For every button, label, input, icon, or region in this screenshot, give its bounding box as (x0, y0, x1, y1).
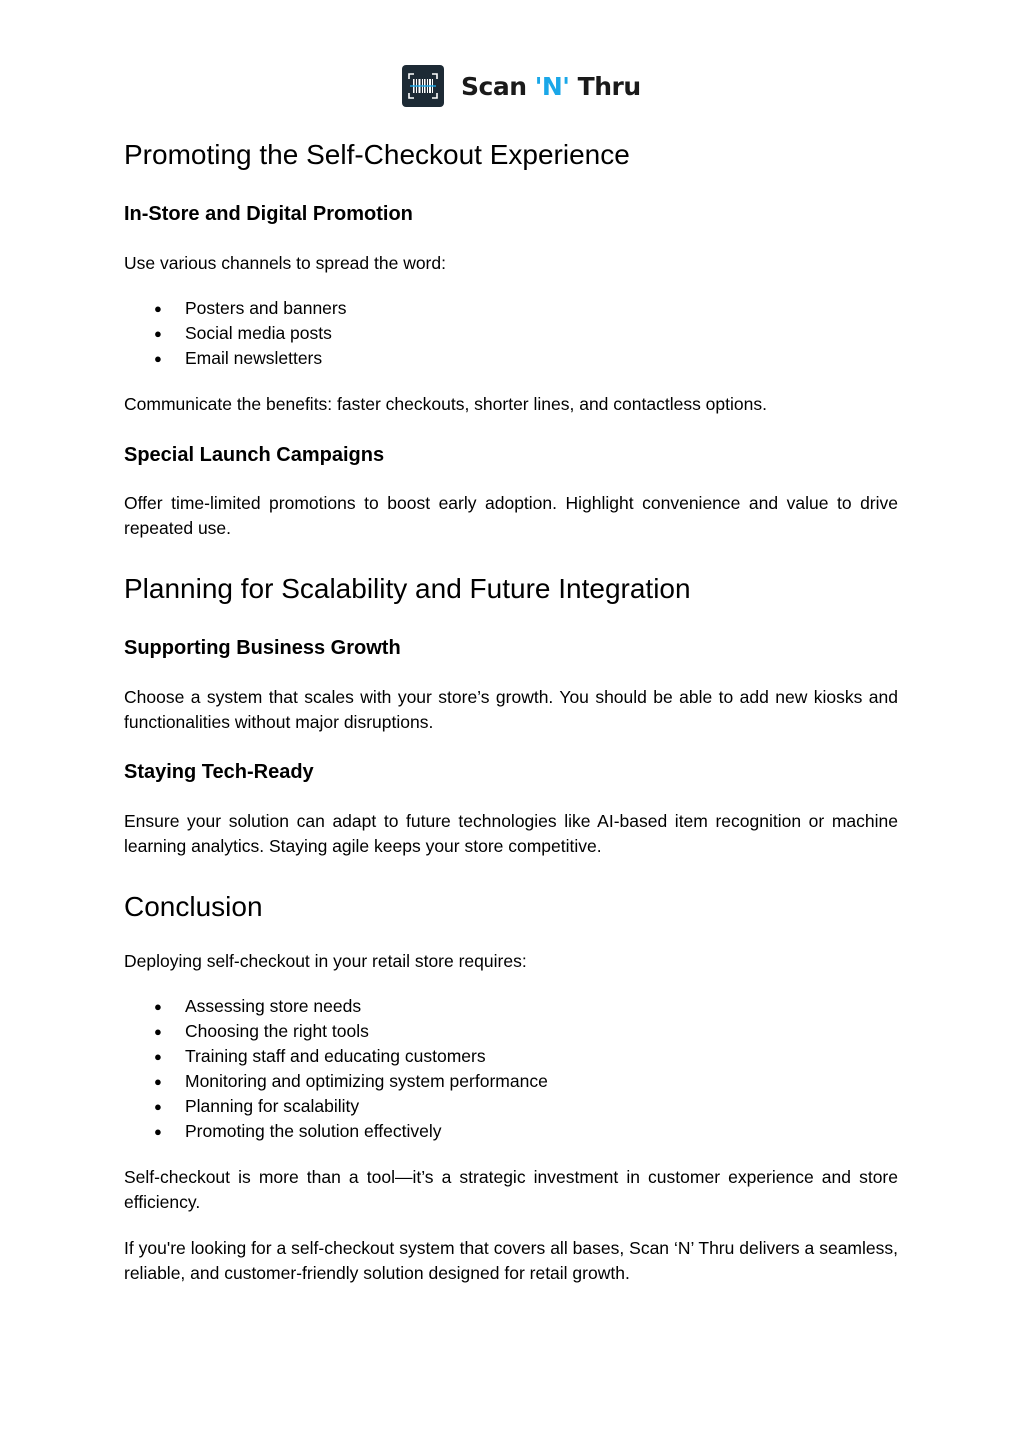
list-item: ● Choosing the right tools (124, 1019, 548, 1044)
brand-name-accent: 'N' (534, 71, 570, 101)
heading-business-growth: Supporting Business Growth (124, 637, 401, 659)
heading-instore-promotion: In-Store and Digital Promotion (124, 203, 413, 225)
section-title-conclusion: Conclusion (124, 891, 263, 922)
paragraph-channels-intro: Use various channels to spread the word: (124, 253, 446, 273)
list-item: ● Promoting the solution effectively (124, 1119, 548, 1144)
paragraph-tech: Ensure your solution can adapt to future technologies like AI-based item recognition or machine learning analytics. Staying agile keeps your store competitive. (124, 811, 898, 856)
list-item: ● Monitoring and optimizing system performance (124, 1069, 548, 1094)
list-item: ● Assessing store needs (124, 994, 548, 1019)
paragraph-benefits: Communicate the benefits: faster checkouts, shorter lines, and contactless options. (124, 394, 767, 414)
paragraph-closing: If you're looking for a self-checkout system that covers all bases, Scan ‘N’ Thru delivers a seamless, reliable, and customer-friendly solution designed for retail growth. (124, 1238, 898, 1283)
brand-name-tail: Thru (569, 71, 641, 101)
heading-tech-ready: Staying Tech-Ready (124, 761, 314, 783)
list-item: ● Training staff and educating customers (124, 1044, 548, 1069)
list-item: ● Planning for scalability (124, 1094, 548, 1119)
paragraph-summary: Self-checkout is more than a tool—it’s a strategic investment in customer experience and store efficiency. (124, 1167, 898, 1212)
section-title-promotion: Promoting the Self-Checkout Experience (124, 139, 630, 170)
list-item: ● Email newsletters (124, 346, 347, 371)
paragraph-growth: Choose a system that scales with your store’s growth. You should be able to add new kiosks and functionalities without major disruptions. (124, 687, 898, 732)
list-item: ● Posters and banners (124, 296, 347, 321)
brand-name-main: Scan (461, 71, 535, 101)
paragraph-launch: Offer time-limited promotions to boost early adoption. Highlight convenience and value to drive repeated use. (124, 493, 898, 538)
section-title-scalability: Planning for Scalability and Future Integration (124, 573, 691, 604)
brand-name (461, 72, 641, 101)
heading-launch-campaigns: Special Launch Campaigns (124, 444, 385, 466)
paragraph-conclusion-intro: Deploying self-checkout in your retail store requires: (124, 951, 527, 971)
channels-list (124, 296, 347, 371)
list-item: ● Social media posts (124, 321, 347, 346)
requirements-list (124, 994, 548, 1144)
barcode-scan-icon (402, 65, 444, 107)
brand-logo (402, 65, 641, 107)
